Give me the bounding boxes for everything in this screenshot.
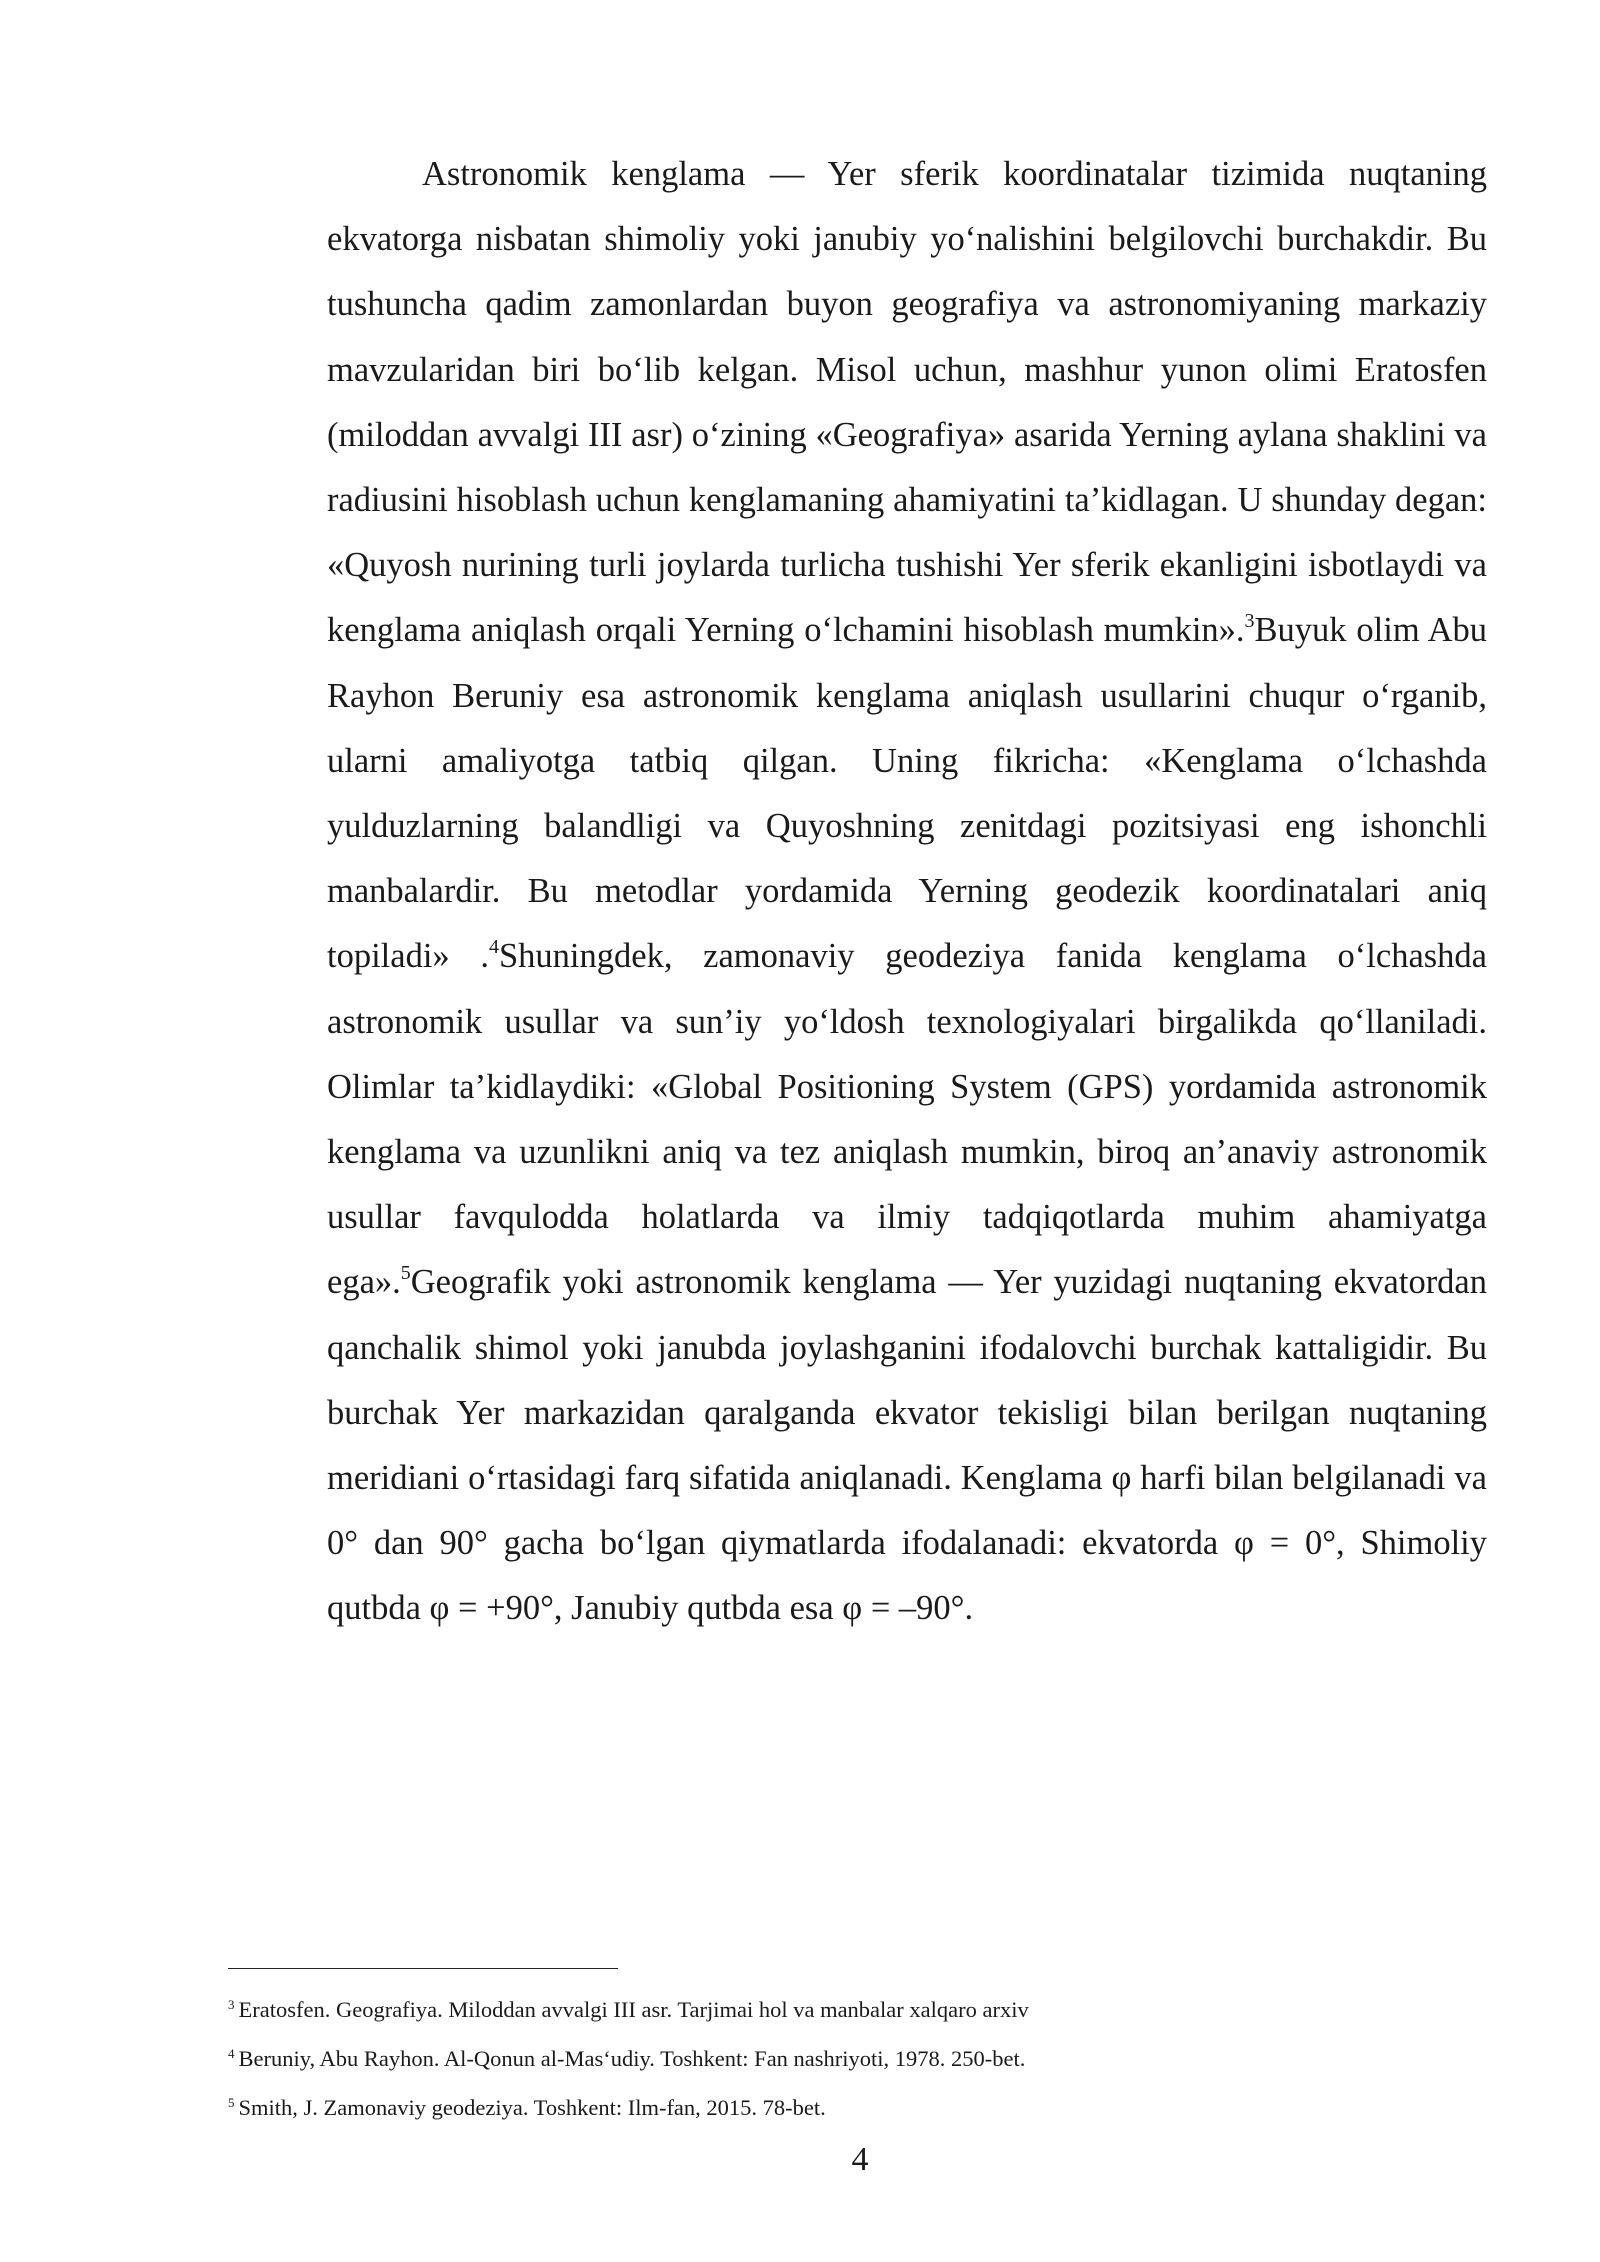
footnote-item [228, 2034, 1488, 2083]
footnote-number: 3 [228, 1996, 235, 2012]
paragraph-text-beruniy: Buyuk olim Abu Rayhon Beruniy esa astronomik kenglama aniqlash usullarini chuqur o‘rganib, ularni amaliyotga tatbiq qilgan. Uning fikricha: «Kenglama o‘lchashda yulduzlarning balandligi va Quyoshning zenitdagi pozitsiyasi eng ishonchli manbalardir. Bu metodlar yordamida Yerning geodezik koordinatalari aniq topiladi» . [327, 611, 1487, 976]
paragraph-text-eratosthenes: Astronomik kenglama — Yer sferik koordinatalar tizimida nuqtaning ekvatorga nisbatan shimoliy yoki janubiy yo‘nalishini belgilovchi burchakdir. Bu tushuncha qadim zamonlardan buyon geografiya va astronomiyaning markaziy mavzularidan biri bo‘lib kelgan. Misol uchun, mashhur yunon olimi Eratosfen (miloddan avvalgi III asr) o‘zining «Geografiya» asarida Yerning aylana shaklini va radiusini hisoblash uchun kenglamaning ahamiyatini ta’kidlagan. U shunday degan: «Quyosh nurining turli joylarda turlicha tushishi Yer sferik ekanligini isbotlaydi va kenglama aniqlash orqali Yerning o‘lchamini hisoblash mumkin». [327, 155, 1487, 650]
footnote-text: Eratosfen. Geografiya. Miloddan avvalgi III asr. Tarjimai hol va manbalar xalqaro arxiv [238, 1997, 1029, 2022]
page-number: 4 [851, 2141, 869, 2178]
footnote-item [228, 2083, 1488, 2132]
footnote-text: Smith, J. Zamonaviy geodeziya. Toshkent: Ilm-fan, 2015. 78-bet. [238, 2095, 826, 2120]
footnote-ref-4[interactable]: 4 [489, 935, 499, 958]
paragraph-text-geodesy: Shuningdek, zamonaviy geodeziya fanida kenglama o‘lchashda astronomik usullar va sun’iy yo‘ldosh texnologiyalari birgalikda qo‘llaniladi. Olimlar ta’kidlaydiki: «Global Positioning System (GPS) yordamida astronomik kenglama va uzunlikni aniq va tez aniqlash mumkin, biroq an’anaviy astronomik usullar favqulodda holatlarda va ilmiy tadqiqotlarda muhim ahamiyatga ega». [327, 937, 1487, 1302]
footnote-ref-3[interactable]: 3 [1244, 609, 1255, 632]
paragraph-text-definition: Geografik yoki astronomik kenglama — Yer yuzidagi nuqtaning ekvatordan qanchalik shimol yoki janubda joylashganini ifodalovchi burchak kattaligidir. Bu burchak Yer markazidan qaralganda ekvator tekisligi bilan berilgan nuqtaning meridiani o‘rtasidagi farq sifatida aniqlanadi. Kenglama φ harfi bilan belgilanadi va 0° dan 90° gacha bo‘lgan qiymatlarda ifodalanadi: ekvatorda φ = 0°, Shimoliy qutbda φ = +90°, Janubiy qutbda esa φ = –90°. [327, 1263, 1487, 1628]
footnote-separator [228, 1968, 618, 1969]
footnote-text: Beruniy, Abu Rayhon. Al-Qonun al-Mas‘udiy. Toshkent: Fan nashriyoti, 1978. 250-bet. [238, 2046, 1026, 2071]
footnote-ref-5[interactable]: 5 [400, 1261, 411, 1284]
footnotes-list [228, 1985, 1488, 2132]
footnote-number: 5 [228, 2094, 235, 2110]
footnote-number: 4 [228, 2045, 235, 2061]
main-paragraph [327, 142, 1487, 1642]
footnote-item [228, 1985, 1488, 2034]
